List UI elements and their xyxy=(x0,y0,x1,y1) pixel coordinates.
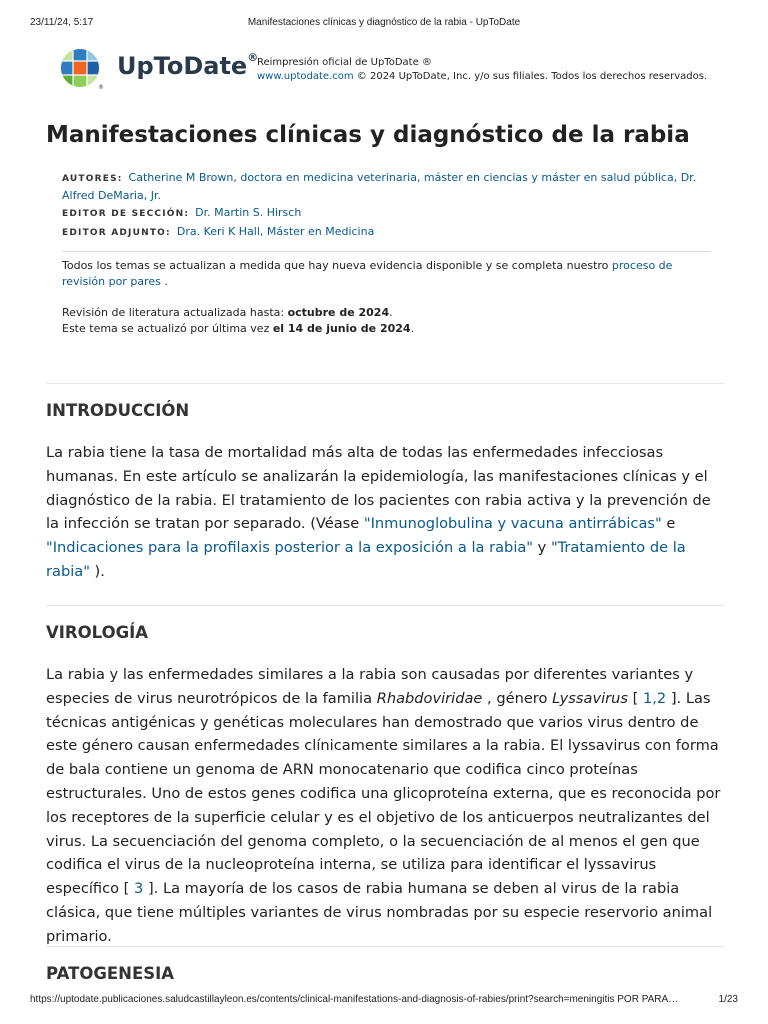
peer-review-link[interactable]: proceso de revisión por pares xyxy=(62,259,673,288)
section-divider xyxy=(46,946,724,947)
link-inmunoglobulina[interactable]: "Inmunoglobulina y vacuna antirrábicas" xyxy=(363,515,662,533)
last-update-date: Este tema se actualizó por última vez el 14 de junio de 2024. xyxy=(62,322,415,335)
section-heading-introduccion: INTRODUCCIÓN xyxy=(46,401,190,420)
copyright-text: © 2024 UpToDate, Inc. y/o sus filiales. Todos los derechos reservados. xyxy=(353,71,708,82)
svg-text:®: ® xyxy=(98,84,104,91)
intro-paragraph: La rabia tiene la tasa de mortalidad más alta de todas las enfermedades infecciosas humanas. En este artículo se analizarán la epidemiología, las manifestaciones clínicas y el diagnóstico de la rabia. El tratamiento de los pacientes con rabia activa y la prevención de la infección se tratan por separado. (Véase "Inmunoglobulina y vacuna antirrábicas" e "Indicaciones para la profilaxis posterior a la exposición a la rabia" y "Tratamiento de la rabia" ). xyxy=(46,444,711,580)
deputy-editor-label: EDITOR ADJUNTO: xyxy=(62,227,171,238)
section-editor-label: EDITOR DE SECCIÓN: xyxy=(62,209,190,219)
section-heading-virologia: VIROLOGÍA xyxy=(46,623,149,642)
uptodate-site-link[interactable]: www.uptodate.com xyxy=(257,71,354,82)
reprint-notice xyxy=(257,56,707,84)
byline xyxy=(62,170,718,242)
reprint-line: Reimpresión oficial de UpToDate ® xyxy=(257,57,432,68)
uptodate-globe-icon xyxy=(60,48,102,90)
print-title: Manifestaciones clínicas y diagnóstico de la rabia - UpToDate xyxy=(247,17,521,28)
reference-link-3[interactable]: 3 xyxy=(134,880,144,898)
uptodate-wordmark: UpToDate® xyxy=(117,51,259,80)
virology-paragraph: La rabia y las enfermedades similares a la rabia son causadas por diferentes variantes y especies de virus neurotrópicos de la familia Rhabdoviridae , género Lyssavirus [ 1,2 ]. Las técnicas antigénicas y genéticas moleculares han demostrado que varios virus dentro de este género causan enfermedades clínicamente similares a la rabia. El lyssavirus con forma de bala contiene un genoma de ARN monocatenario que codifica cinco proteínas estructurales. Uno de estos genes codifica una glicoproteína externa, que es reconocida por los receptores de la superficie celular y es el objetivo de los anticuerpos neutralizantes del virus. La secuenciación del genoma completo, o la secuenciación de al menos el gen que codifica el virus de la nucleoproteína interna, se utiliza para identificar el lyssavirus específico [ 3 ]. La mayoría de los casos de rabia humana se deben al virus de la rabia clásica, que tiene múltiples variantes de virus nombradas por su especie reservorio animal primario. xyxy=(46,666,721,945)
section-heading-patogenesia: PATOGENESIA xyxy=(46,964,175,983)
print-date: 23/11/24, 5:17 xyxy=(30,17,94,28)
authors-link[interactable]: Catherine M Brown, doctora en medicina veterinaria, máster en ciencias y máster en salud pública, Dr. Alfred DeMaria, Jr. xyxy=(62,171,697,202)
deputy-editor-link[interactable]: Dra. Keri K Hall, Máster en Medicina xyxy=(176,224,375,238)
section-divider xyxy=(46,605,724,606)
literature-review-date: Revisión de literatura actualizada hasta: octubre de 2024. xyxy=(62,306,393,319)
section-editor-link[interactable]: Dr. Martin S. Hirsch xyxy=(195,206,302,219)
update-notice: Todos los temas se actualizan a medida que hay nueva evidencia disponible y se completa nuestro proceso de revisión por pares . xyxy=(62,259,673,288)
divider xyxy=(62,251,710,252)
section-divider xyxy=(46,383,724,384)
article-title: Manifestaciones clínicas y diagnóstico de la rabia xyxy=(46,122,690,148)
print-url: https://uptodate.publicaciones.saludcastillayleon.es/contents/clinical-manifestations-and-diagnosis-of-rabies/print?search=meningitis POR PARA… xyxy=(30,994,679,1005)
reference-link-1-2[interactable]: 1,2 xyxy=(643,689,667,707)
authors-label: AUTORES: xyxy=(62,174,123,184)
link-tratamiento[interactable]: "Tratamiento de la rabia" xyxy=(46,539,686,580)
page-number: 1/23 xyxy=(718,994,738,1005)
article-meta xyxy=(62,258,712,337)
link-profilaxis[interactable]: "Indicaciones para la profilaxis posterior a la exposición a la rabia" xyxy=(46,539,534,557)
